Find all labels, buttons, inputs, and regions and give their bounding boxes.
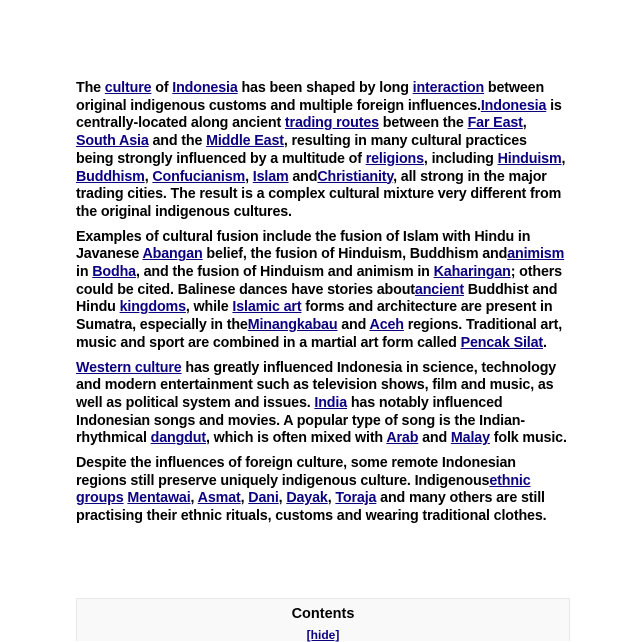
link-india[interactable]: India xyxy=(314,394,348,411)
link-indonesia[interactable]: Indonesia xyxy=(172,80,238,96)
paragraph-text: , and the fusion of Hinduism and animism in xyxy=(135,264,434,281)
link-indonesia[interactable]: Indonesia xyxy=(480,97,547,114)
paragraph-text: regions. Traditional art, music and sport are combined in a martial art form called xyxy=(76,317,563,351)
paragraph-text: Examples of cultural fusion include the fusion of Islam with Hindu in Javanese xyxy=(76,228,531,263)
link-bodha[interactable]: Bodha xyxy=(92,264,136,281)
link-malay[interactable]: Malay xyxy=(450,430,490,447)
link-islamic-art[interactable]: Islamic art xyxy=(232,299,302,316)
paragraph-text: in xyxy=(76,264,93,281)
paragraph-text: and the xyxy=(148,133,207,150)
link-kingdoms[interactable]: kingdoms xyxy=(119,299,186,316)
link-interaction[interactable]: interaction xyxy=(412,80,485,96)
paragraph-text: , which is often mixed with xyxy=(205,430,387,447)
link-dani[interactable]: Dani xyxy=(248,490,279,507)
link-aceh[interactable]: Aceh xyxy=(369,317,404,334)
paragraph-text: Buddhist and Hindu xyxy=(76,281,558,316)
paragraph-2 xyxy=(76,229,568,353)
paragraph-text: . xyxy=(543,334,547,351)
paragraph-text: belief, the fusion of Hinduism, Buddhism and xyxy=(202,246,508,263)
paragraph-text: The xyxy=(76,80,105,96)
link-culture[interactable]: culture xyxy=(104,80,152,96)
link-pencak-silat[interactable]: Pencak Silat xyxy=(460,334,544,351)
paragraph-text: Despite the influences of foreign culture, some remote Indonesian regions still preserve uniquely indigenous culture. Indigenous xyxy=(76,455,516,489)
link-confucianism[interactable]: Confucianism xyxy=(152,168,246,185)
paragraph-text: , xyxy=(245,168,253,185)
link-ethnic-groups[interactable]: ethnic groups xyxy=(76,472,531,507)
link-christianity[interactable]: Christianity xyxy=(317,168,394,185)
link-south-asia[interactable]: South Asia xyxy=(76,133,149,150)
paragraph-text: and xyxy=(418,430,451,447)
paragraph-text: , xyxy=(240,490,249,507)
link-minangkabau[interactable]: Minangkabau xyxy=(247,317,338,334)
link-ancient[interactable]: ancient xyxy=(414,281,464,298)
paragraph-3 xyxy=(76,360,568,449)
paragraph-text: , xyxy=(278,490,287,507)
paragraph-text: between the xyxy=(378,115,468,132)
article-body xyxy=(76,80,568,533)
paragraph-text: , xyxy=(144,168,153,185)
link-arab[interactable]: Arab xyxy=(386,430,419,447)
paragraph-text: , resulting in many cultural practices being strongly influenced by a multitude of xyxy=(76,133,527,167)
paragraph-text: and xyxy=(288,168,318,185)
link-religions[interactable]: religions xyxy=(365,150,424,167)
link-dayak[interactable]: Dayak xyxy=(286,490,328,507)
paragraph-text: , including xyxy=(423,150,498,167)
link-far-east[interactable]: Far East xyxy=(467,115,523,132)
paragraph-text: , all strong in the major trading cities. The result is a complex cultural mixture very different from the original indigenous cultures. xyxy=(76,168,562,220)
toc-title: Contents xyxy=(291,606,355,622)
link-asmat[interactable]: Asmat xyxy=(197,490,241,507)
paragraph-text: , xyxy=(522,115,527,132)
link-western-culture[interactable]: Western culture xyxy=(76,359,182,376)
link-mentawai[interactable]: Mentawai xyxy=(127,490,191,507)
paragraph-text: ; others could be cited. Balinese dances have stories about xyxy=(76,264,562,298)
paragraph-text: has greatly influenced Indonesia in science, technology and modern entertainment such as television shows, film and music, as well as political system and issues. xyxy=(76,359,557,411)
link-dangdut[interactable]: dangdut xyxy=(150,430,206,447)
toc-hide-link[interactable]: [hide] xyxy=(306,628,340,642)
link-islam[interactable]: Islam xyxy=(252,168,289,185)
paragraph-text: has notably influenced Indonesian songs and movies. A popular type of song is the Indian-rhythmical xyxy=(76,394,525,447)
paragraph-text: between original indigenous customs and multiple foreign influences. xyxy=(76,80,545,114)
paragraph-text: and xyxy=(337,317,370,334)
link-toraja[interactable]: Toraja xyxy=(335,490,377,507)
link-animism[interactable]: animism xyxy=(507,246,565,263)
link-hinduism[interactable]: Hinduism xyxy=(497,150,562,167)
paragraph-text: , while xyxy=(185,299,233,316)
paragraph-text: is centrally-located along ancient xyxy=(76,97,562,132)
link-abangan[interactable]: Abangan xyxy=(142,246,203,263)
link-trading-routes[interactable]: trading routes xyxy=(284,115,379,132)
link-middle-east[interactable]: Middle East xyxy=(206,133,284,150)
paragraph-4 xyxy=(76,455,568,526)
paragraph-text: forms and architecture are present in Sumatra, especially in the xyxy=(76,299,553,334)
paragraph-text: , xyxy=(561,150,566,167)
link-kaharingan[interactable]: Kaharingan xyxy=(433,264,511,281)
paragraph-text: folk music. xyxy=(489,430,567,447)
paragraph-text: , xyxy=(190,490,198,507)
paragraph-text: has been shaped by long xyxy=(237,80,413,96)
paragraph-text: , xyxy=(327,490,336,507)
paragraph-text: of xyxy=(151,80,173,96)
table-of-contents xyxy=(76,598,570,641)
link-buddhism[interactable]: Buddhism xyxy=(76,168,145,185)
paragraph-1 xyxy=(76,80,568,222)
paragraph-text: and many others are still practising their ethnic rituals, customs and wearing traditional clothes. xyxy=(76,490,547,525)
